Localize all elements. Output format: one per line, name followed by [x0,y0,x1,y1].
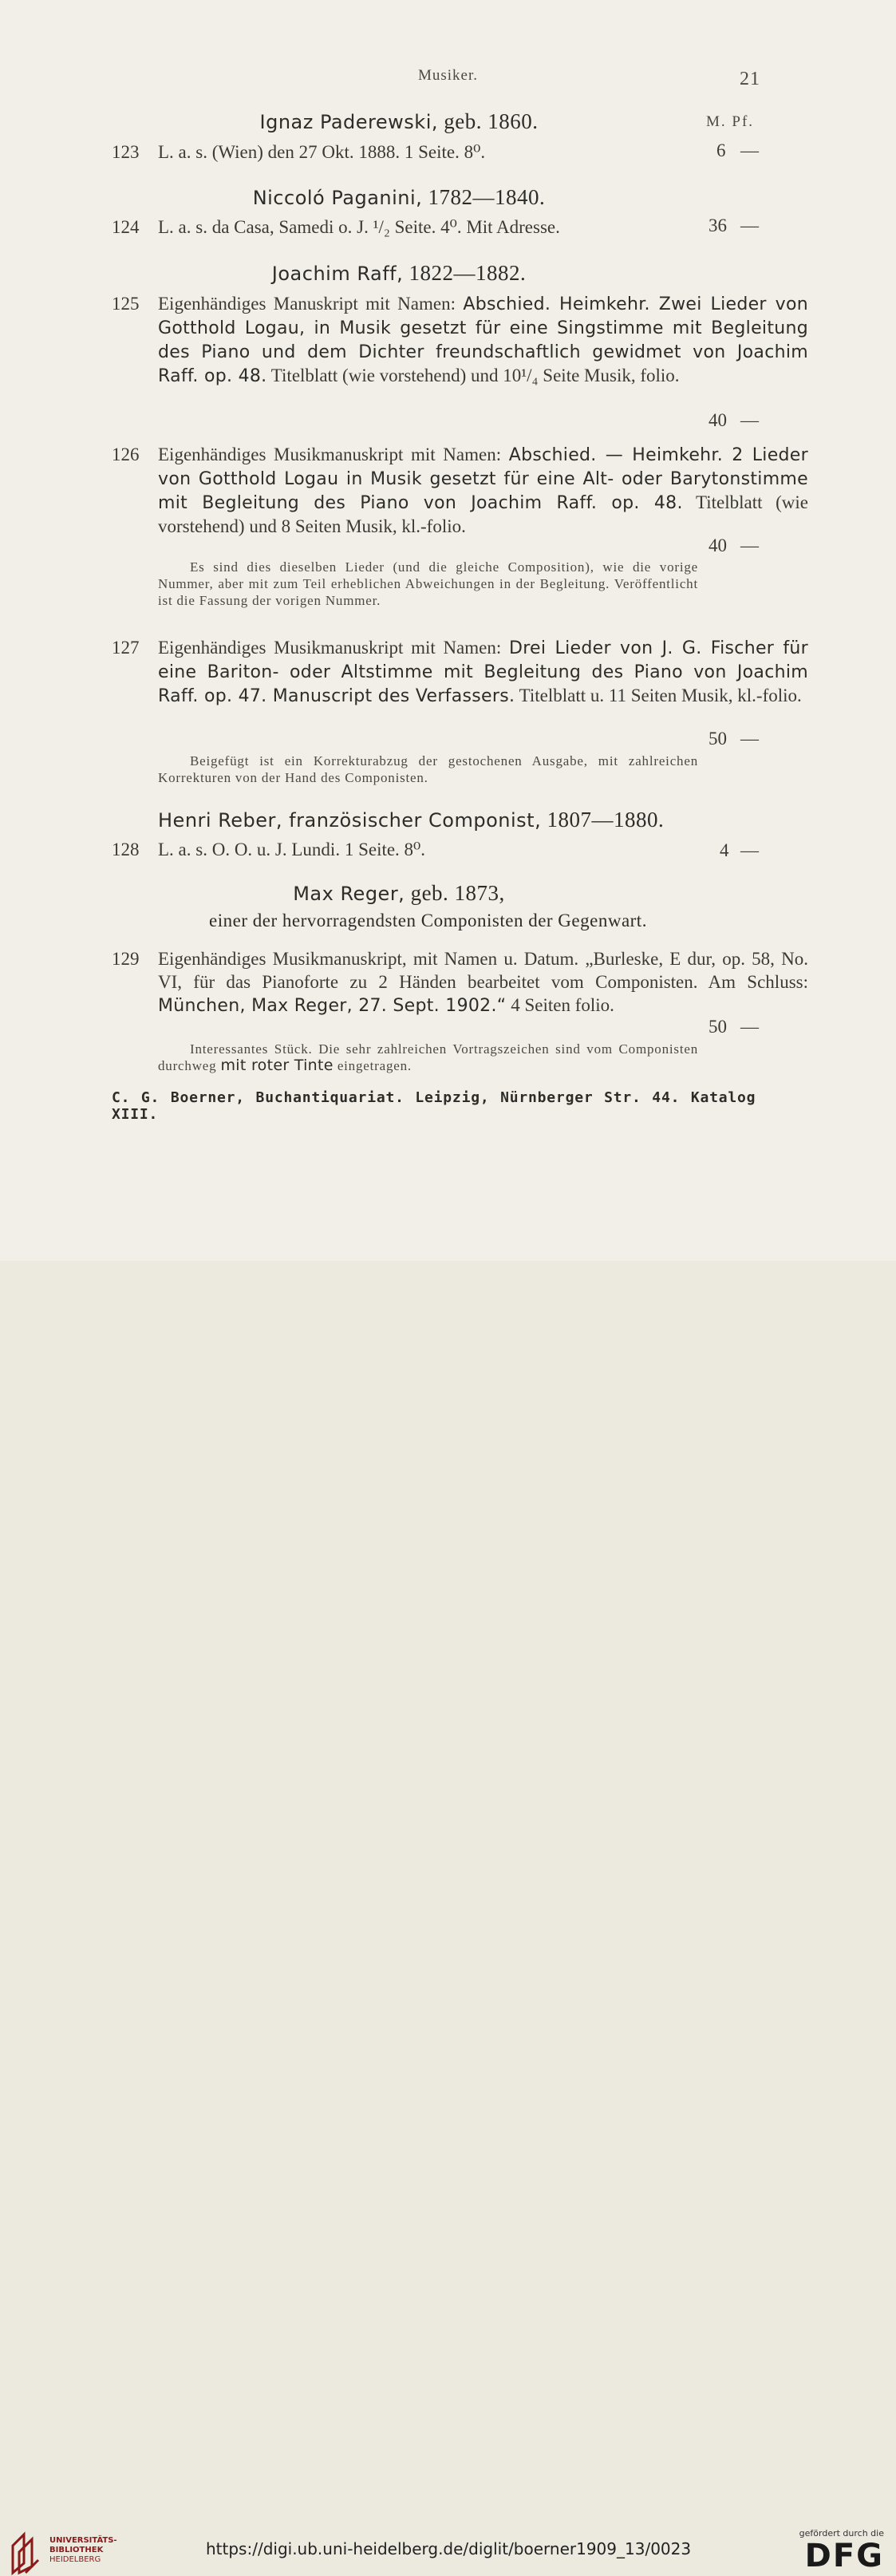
page-number: 21 [740,69,760,89]
library-logo-icon [8,2531,43,2576]
lot-price: 50 [709,729,727,749]
lot-127 [112,636,810,748]
lot-number: 128 [112,840,140,859]
lot-price: 40 [709,535,727,555]
lot-description: Eigenhändiges Musikmanuskript mit Namen: [158,444,509,464]
lot-note: Interessantes Stück. Die sehr zahlreichen Vortragszeichen sind vom Componisten durchweg mit roter Tinte eingetragen. [158,1041,698,1074]
price-dash: — [740,1017,759,1037]
lot-description-tail: Titelblatt u. 11 Seiten Musik, kl.-folio. [515,685,802,705]
section-heading-raff: Joachim Raff, 1822—1882. [271,261,527,285]
lot-number: 124 [112,217,140,237]
lot-128 [112,838,766,862]
price-dash: — [740,729,759,749]
column-heads: M. Pf. [706,113,755,130]
section-heading-paganini: Niccoló Paganini, 1782—1840. [252,185,546,209]
lot-number: 125 [112,294,140,314]
price-dash: — [740,140,759,160]
section-heading-reger: Max Reger, geb. 1873, [293,881,505,905]
viewer-bottom-bar [0,1261,896,2574]
lot-number: 126 [112,444,140,464]
lot-note: Es sind dies dieselben Lieder (und die gleiche Composition), wie die vorige Nummer, aber mit zum Teil erheblichen Abweichungen in der Begleitung. Veröffentlicht ist die Fassung der vorigen Nummer. [158,559,698,608]
library-logo[interactable] [8,2531,120,2576]
lot-number: 127 [112,638,140,658]
lot-description: Eigenhändiges Manuskript mit Namen: [158,294,464,314]
section-heading-paderewski: Ignaz Paderewski, geb. 1860. [259,109,539,133]
permalink-url[interactable]: https://digi.ub.uni-heidelberg.de/diglit/boerner1909_13/0023 [206,2539,692,2558]
lot-129 [112,947,810,1043]
running-header: Musiker. [417,67,479,84]
lot-126 [112,443,810,555]
price-dash: — [740,410,759,430]
note-emphasis: mit roter Tinte [220,1057,334,1074]
lot-note: Beigefügt ist ein Korrekturabzug der gestochenen Ausgabe, mit zahlreichen Korrekturen von der Hand des Componisten. [158,753,698,785]
lot-description: Eigenhändiges Musikmanuskript mit Namen: [158,638,509,658]
lot-description-tail: Titelblatt (wie vorstehend) und 8 Seiten Musik, kl.-folio. [158,492,809,536]
lot-text: L. a. s. (Wien) den 27 Okt. 1888. 1 Seite. 8⁰. [158,142,486,162]
lot-text: L. a. s. da Casa, Samedi o. J. ¹/₂ Seite. 4⁰. Mit Adresse. [158,217,560,237]
lot-title: Abschied. — Heimkehr. 2 Lieder von Gotthold Logau in Musik gesetzt für eine Alt- oder Barytonstimme mit Begleitung des Piano von Joachim Raff. op. 48. [158,445,808,513]
funding-logo[interactable] [788,2528,884,2574]
lot-title: München, Max Reger, 27. Sept. 1902.“ [158,996,507,1016]
section-subheading: einer der hervorragendsten Componisten der Gegenwart. [209,911,647,930]
section-heading-reber: Henri Reber, französischer Componist, 1807—1880. [158,808,665,832]
lot-price: 40 [709,410,727,430]
catalog-footer: C. G. Boerner, Buchantiquariat. Leipzig, Nürnberger Str. 44. Katalog XIII. [112,1089,756,1123]
lot-price: 50 [709,1017,727,1037]
lot-price: 4 [720,840,729,860]
lot-124 [112,215,766,239]
price-dash: — [740,535,759,555]
lot-description-tail: 4 Seiten folio. [506,995,614,1015]
funding-label: gefördert durch die [799,2528,884,2538]
price-dash: — [740,840,759,860]
price-dash: — [740,215,759,235]
lot-price: 36 [709,215,727,235]
dfg-logo: DFG [804,2538,884,2574]
lot-number: 129 [112,949,140,969]
lot-title: Drei Lieder von J. G. Fischer für eine Bariton- oder Altstimme mit Begleitung des Piano von Joachim Raff. op. 47. Manuscript des Verfassers. [158,638,808,706]
lot-description-tail: Titelblatt (wie vorstehend) und 10¹/₄ Seite Musik, folio. [266,365,680,385]
lot-description: Eigenhändiges Musikmanuskript, mit Namen u. Datum. „Burleske, E dur, op. 58, No. VI, für das Pianoforte zu 2 Händen bearbeitet vom Componisten. Am Schluss: [158,949,808,992]
lot-title: Abschied. Heimkehr. Zwei Lieder von Gotthold Logau, in Musik gesetzt für eine Singstimme mit Begleitung des Piano und dem Dichter freundschaftlich gewidmet von Joachim Raff. op. 48. [158,294,808,386]
lot-text: L. a. s. O. O. u. J. Lundi. 1 Seite. 8⁰. [158,840,426,859]
lot-number: 123 [112,142,140,162]
lot-price: 6 [716,140,726,160]
lot-125 [112,292,810,412]
catalog-page [0,0,896,1261]
library-logo-text: UNIVERSITÄTS- BIBLIOTHEK HEIDELBERG [49,2536,117,2564]
lot-123 [112,140,766,164]
